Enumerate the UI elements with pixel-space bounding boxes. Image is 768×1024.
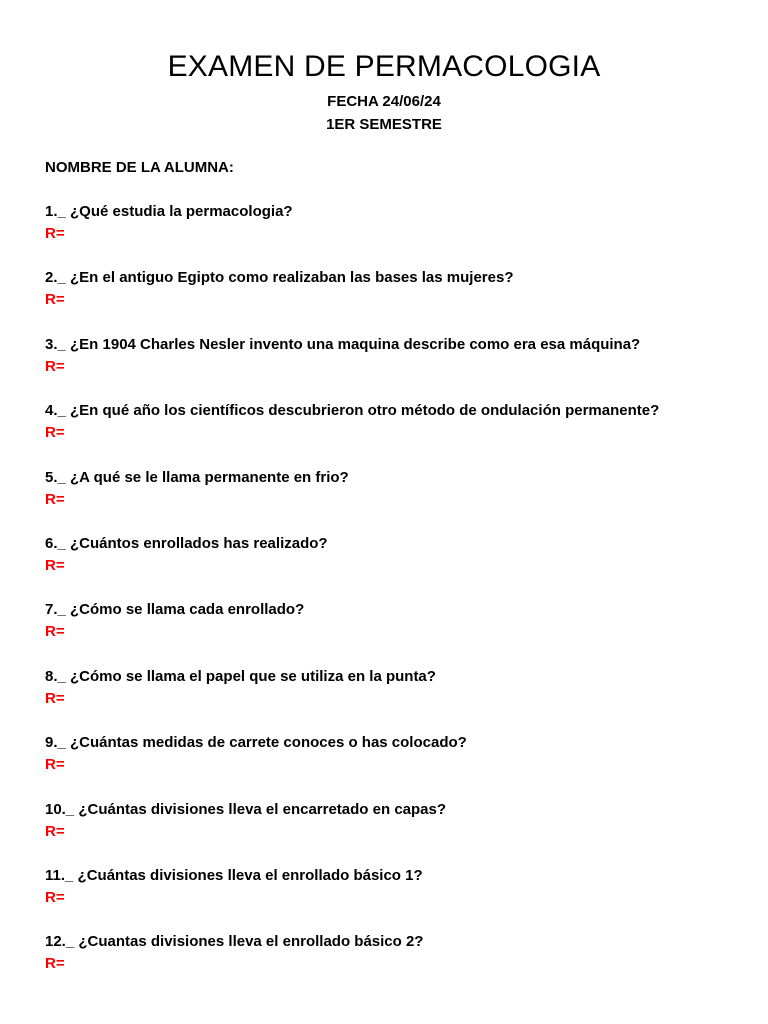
question-text: 10._ ¿Cuántas divisiones lleva el encarretado en capas?: [45, 800, 447, 818]
question-text: 7._ ¿Cómo se llama cada enrollado?: [45, 601, 305, 619]
question-list: [45, 203, 745, 1000]
question-item: [45, 867, 745, 933]
answer-label: R=: [45, 357, 65, 375]
question-item: [45, 668, 745, 734]
answer-label: R=: [45, 556, 65, 574]
answer-label: R=: [45, 291, 65, 309]
question-text: 5._ ¿A qué se le llama permanente en frio?: [45, 468, 349, 486]
answer-label: R=: [45, 888, 65, 906]
answer-label: R=: [45, 955, 65, 973]
question-item: [45, 535, 745, 601]
question-text: 2._ ¿En el antiguo Egipto como realizaban las bases las mujeres?: [45, 269, 514, 287]
exam-semester: 1ER SEMESTRE: [326, 116, 442, 133]
question-text: 1._ ¿Qué estudia la permacologia?: [45, 203, 293, 220]
question-item: [45, 203, 745, 269]
answer-label: R=: [45, 689, 65, 707]
question-item: [45, 402, 745, 468]
question-text: 6._ ¿Cuántos enrollados has realizado?: [45, 534, 328, 552]
student-name-label: NOMBRE DE LA ALUMNA:: [45, 159, 234, 176]
answer-label: R=: [45, 225, 65, 242]
question-text: 12._ ¿Cuantas divisiones lleva el enrollado básico 2?: [45, 933, 424, 951]
answer-label: R=: [45, 490, 65, 508]
question-text: 9._ ¿Cuántas medidas de carrete conoces o has colocado?: [45, 734, 467, 752]
exam-title: EXAMEN DE PERMACOLOGIA: [167, 50, 601, 83]
question-text: 11._ ¿Cuántas divisiones lleva el enrollado básico 1?: [45, 866, 423, 884]
answer-label: R=: [45, 756, 65, 774]
question-item: [45, 336, 745, 402]
question-item: [45, 734, 745, 800]
question-item: [45, 601, 745, 667]
question-item: [45, 469, 745, 535]
question-text: 3._ ¿En 1904 Charles Nesler invento una maquina describe como era esa máquina?: [45, 335, 641, 353]
question-text: 4._ ¿En qué año los científicos descubrieron otro método de ondulación permanente?: [45, 402, 660, 420]
question-text: 8._ ¿Cómo se llama el papel que se utiliza en la punta?: [45, 667, 436, 685]
question-item: [45, 933, 745, 999]
question-item: [45, 269, 745, 335]
answer-label: R=: [45, 623, 65, 641]
question-item: [45, 801, 745, 867]
exam-date: FECHA 24/06/24: [327, 93, 441, 110]
answer-label: R=: [45, 822, 65, 840]
answer-label: R=: [45, 424, 65, 442]
